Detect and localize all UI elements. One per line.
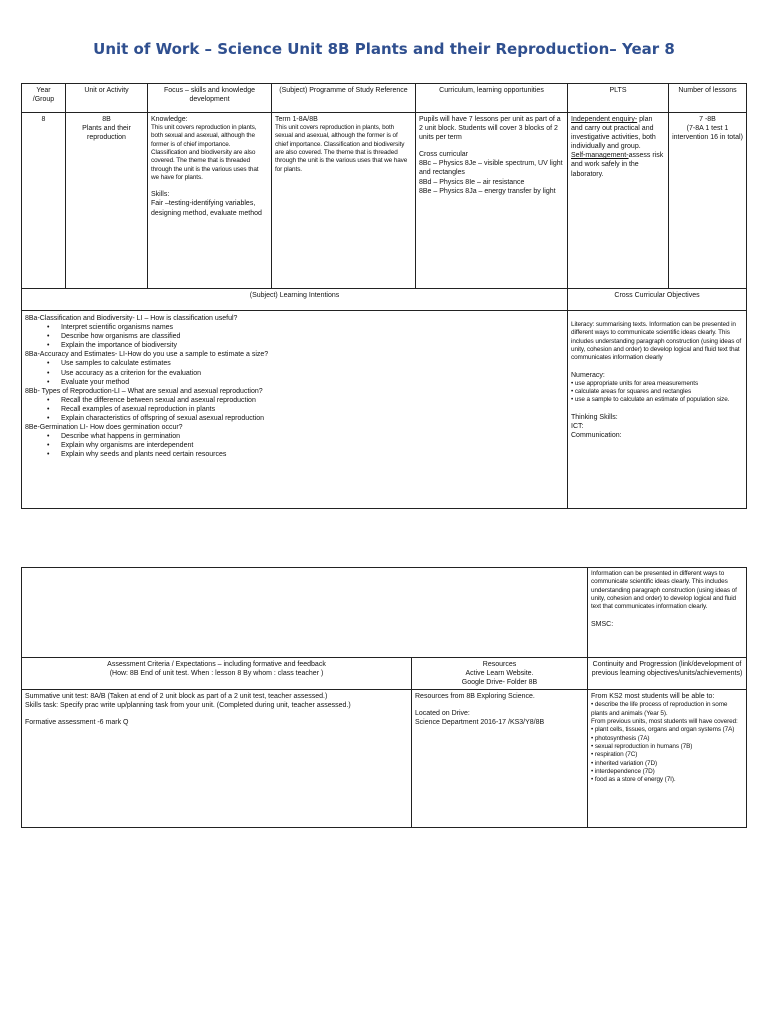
resources-header-drive: Google Drive- Folder 8B (461, 679, 538, 687)
learning-intentions-cell (22, 311, 568, 509)
continued-literacy-text: Information can be presented in different ways to communicate scientific ideas clearly. This includes understanding paragraph construction (using ideas of unity, cohesion and order) to develop logical and fluid text that communicates information clearly. (591, 570, 737, 611)
intention-item: • Recall examples of asexual reproduction in plants (25, 405, 564, 414)
assessment-row (22, 690, 747, 828)
programme-term: Term 1-8A/8B (275, 116, 318, 123)
resources-cell (412, 690, 588, 828)
lessons-detail: (7-8A 1 test 1 intervention 16 in total) (672, 125, 743, 142)
cell-unit (66, 113, 148, 289)
header-focus: Focus – skills and knowledge development (148, 84, 272, 113)
numeracy-item: • use appropriate units for area measurements (571, 379, 699, 387)
header-plts: PLTS (568, 84, 669, 113)
numeracy-item: • use a sample to calculate an estimate of population size. (571, 396, 730, 404)
intention-heading: 8Bb- Types of Reproduction-LI – What are sexual and asexual reproduction? (25, 387, 263, 395)
plts-independent-label: Independent enquiry- (571, 116, 638, 123)
intention-item: • Explain characteristics of offspring of sexual asexual reproduction (25, 414, 564, 423)
continuity-header: Continuity and Progression (link/development of previous learning objectives/units/achievements) (588, 658, 747, 690)
intention-item: • Describe how organisms are classified (25, 332, 564, 341)
curriculum-item: 8Be – Physics 8Ja – energy transfer by light (419, 187, 556, 195)
continuity-item: • inherited variation (7D) (591, 759, 658, 767)
intention-item: • Recall the difference between sexual and asexual reproduction (25, 396, 564, 405)
resources-drive-path: Science Department 2016-17 /KS3/Y8/8B (415, 719, 545, 727)
intention-heading: 8Ba-Accuracy and Estimates- LI-How do you use a sample to estimate a size? (25, 351, 269, 359)
intention-item: • Use samples to calculate estimates (25, 359, 564, 368)
assessment-skills: Skills task: Specify prac write up/planning task from your unit. (Completed during unit, teacher assessed.) (25, 702, 351, 710)
unit-row (22, 113, 747, 289)
resources-drive-label: Located on Drive: (415, 710, 470, 718)
numeracy-item: • calculate areas for squares and rectangles (571, 388, 692, 396)
intentions-row (22, 311, 747, 509)
resources-text: Resources from 8B Exploring Science. (415, 693, 535, 701)
resources-header-title: Resources (482, 661, 517, 668)
cell-lessons (669, 113, 747, 289)
intention-item: • Interpret scientific organisms names (25, 323, 564, 332)
cell-plts (568, 113, 669, 289)
intention-item: • Evaluate your method (25, 378, 564, 387)
literacy-text: Literacy: summarising texts. Information can be presented in different ways to communicate scientific ideas clearly. This includes understanding paragraph construction (using ideas of unity, cohesion and order) to develop logical and fluid text that communicates information clearly (571, 321, 742, 362)
header-programme: (Subject) Programme of Study Reference (272, 84, 416, 113)
intention-heading: 8Ba-Classification and Biodiversity- LI – How is classification useful? (25, 315, 238, 322)
continuity-item: • plant cells, tissues, organs and organ systems (7A) (591, 726, 735, 734)
intention-item: • Explain the importance of biodiversity (25, 341, 564, 350)
numeracy-label: Numeracy: (571, 371, 605, 379)
header-row (22, 84, 747, 113)
blank-cell (22, 568, 588, 658)
intention-item: • Explain why organisms are interdependent (25, 441, 564, 450)
continuity-intro: From KS2 most students will be able to: (591, 693, 715, 701)
continued-row (22, 568, 747, 658)
cross-curricular-label: Cross curricular (419, 151, 469, 159)
assessment-table (21, 567, 746, 828)
knowledge-label: Knowledge: (151, 116, 188, 123)
unit-title: Plants and their reproduction (82, 125, 131, 142)
cell-focus (148, 113, 272, 289)
continuity-prev: From previous units, most students will have covered: (591, 718, 738, 726)
continuity-item: • sexual reproduction in humans (7B) (591, 743, 693, 751)
smsc-label: SMSC: (591, 620, 614, 628)
unit-table (21, 83, 746, 509)
continuity-cell (588, 690, 747, 828)
resources-header (412, 658, 588, 690)
skills-label: Skills: (151, 191, 170, 199)
continuity-item: • photosynthesis (7A) (591, 734, 650, 742)
header-curriculum: Curriculum, learning opportunities (416, 84, 568, 113)
continuity-item: • food as a store of energy (7I). (591, 776, 676, 784)
header-unit: Unit or Activity (66, 84, 148, 113)
intention-item: • Explain why seeds and plants need certain resources (25, 450, 564, 459)
resources-header-website: Active Learn Website. (465, 670, 534, 678)
unit-code: 8B (102, 116, 111, 123)
programme-text: This unit covers reproduction in plants, both sexual and asexual, although the former is of chief importance. Classification and biodiversity are also covered. The theme that is threaded through the unit is the various uses that we have for plants. (275, 124, 408, 173)
curriculum-item: 8Bd – Physics 8Ie – air resistance (419, 178, 525, 186)
lessons-count: 7 -8B (699, 116, 716, 123)
intention-heading: 8Be-Germination LI- How does germination occur? (25, 424, 183, 432)
cell-curriculum (416, 113, 568, 289)
assessment-formative: Formative assessment -6 mark Q (25, 719, 129, 727)
assessment-header-detail: (How: 8B End of unit test. When : lesson 8 By whom : class teacher ) (109, 670, 324, 678)
intentions-header-row (22, 289, 747, 311)
continuity-item: • interdependence (7D) (591, 768, 655, 775)
cell-programme (272, 113, 416, 289)
cross-curricular-header: Cross Curricular Objectives (568, 289, 747, 311)
assessment-summative: Summative unit test: 8A/B (Taken at end of 2 unit block as part of a 2 unit test, teacher assessed.) (25, 693, 328, 701)
plts-self-label: Self-management- (571, 152, 629, 160)
plts-independent-text: plan and carry out practical and investigative activities, both individually and group. (571, 116, 656, 151)
assessment-cell (22, 690, 412, 828)
header-lessons: Number of lessons (669, 84, 747, 113)
header-year-group: Year /Group (22, 84, 66, 113)
curriculum-item: 8Bc – Physics 8Je – visible spectrum, UV light and rectangles (419, 160, 563, 177)
intention-item: • Use accuracy as a criterion for the evaluation (25, 369, 564, 378)
assessment-header-title: Assessment Criteria / Expectations – including formative and feedback (107, 661, 326, 668)
cross-curricular-cell (568, 311, 747, 509)
thinking-skills-label: Thinking Skills: (571, 413, 618, 421)
continued-cross-cell (588, 568, 747, 658)
assessment-header-row (22, 658, 747, 690)
continuity-ks2: • describe the life process of reproduction in some plants and animals (Year 5). (591, 701, 728, 717)
ict-label: ICT: (571, 422, 584, 430)
page-title: Unit of Work – Science Unit 8B Plants and their Reproduction– Year 8 (93, 40, 675, 58)
communication-label: Communication: (571, 431, 622, 439)
skills-text: Fair –testing-identifying variables, designing method, evaluate method (151, 200, 262, 217)
intention-item: • Describe what happens in germination (25, 432, 564, 441)
continuity-item: • respiration (7C) (591, 751, 638, 759)
knowledge-text: This unit covers reproduction in plants, both sexual and asexual, although the former is of chief importance. Classification and biodiversity are also covered. The theme that is threaded through the unit is the various uses that we have for plants. (151, 124, 259, 182)
curriculum-intro: Pupils will have 7 lessons per unit as part of a 2 unit block. Students will cover 3 blocks of 2 units per term (419, 116, 561, 142)
plts-self-text: assess risk and work safely in the laboratory. (571, 152, 664, 178)
cell-year: 8 (22, 113, 66, 289)
learning-intentions-header: (Subject) Learning Intentions (22, 289, 568, 311)
assessment-header (22, 658, 412, 690)
